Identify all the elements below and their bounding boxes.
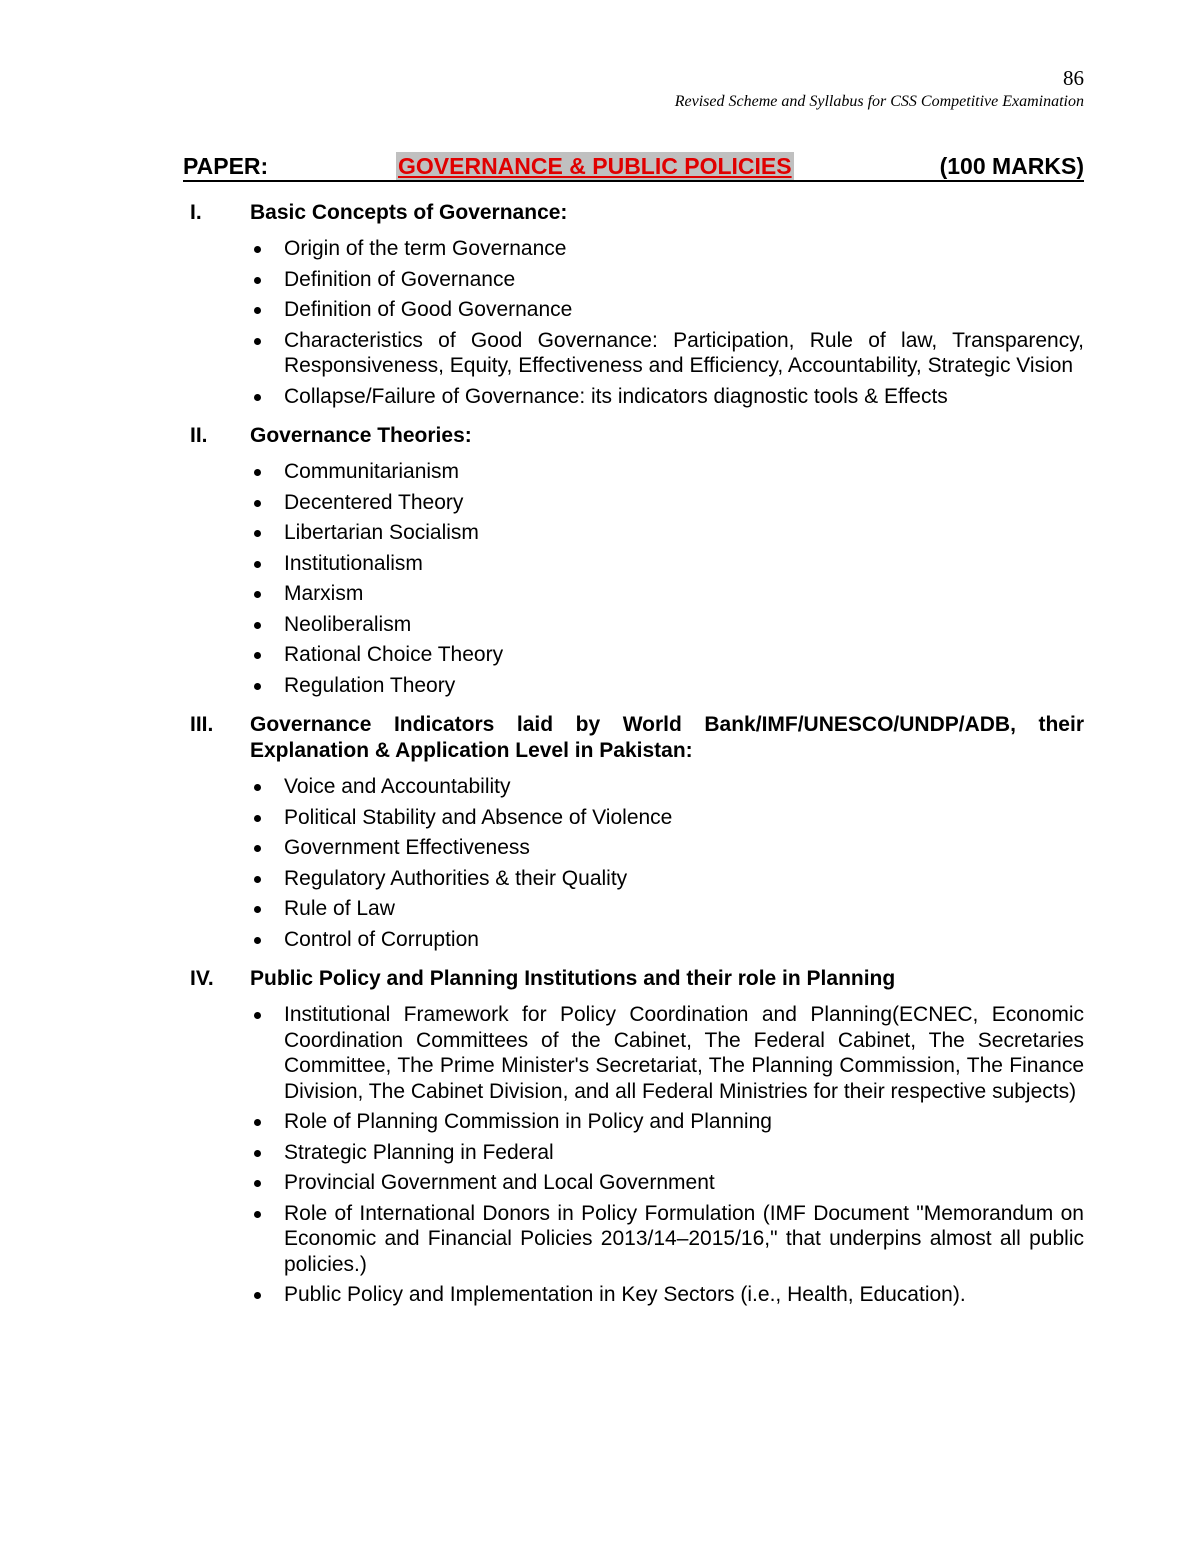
list-item (183, 490, 1084, 516)
paper-title-line (183, 150, 1084, 182)
list-item (183, 1170, 1084, 1196)
list-item (183, 835, 1084, 861)
bullet-icon (254, 683, 261, 690)
section-heading-text: Governance Indicators laid by World Bank/IMF/UNESCO/UNDP/ADB, their Explanation & Application Level in Pakistan: (250, 713, 1084, 762)
list-item-text: Communitarianism (284, 460, 460, 483)
list-item-text: Origin of the term Governance (284, 237, 567, 260)
bullet-icon (254, 1012, 261, 1019)
list-item (183, 1002, 1084, 1104)
bullet-icon (254, 652, 261, 659)
list-item (183, 1201, 1084, 1278)
list-item-text: Strategic Planning in Federal (284, 1140, 554, 1164)
section-number: II. (190, 424, 208, 447)
bullet-icon (254, 338, 261, 345)
section-number: IV. (190, 967, 214, 990)
syllabus-section (183, 966, 1084, 1308)
list-item (183, 520, 1084, 546)
page-number: 86 (1063, 66, 1084, 90)
list-item-text: Institutional Framework for Policy Coordination and Planning(ECNEC, Economic Coordination Committees of the Cabinet, The Federal Cabinet, The Secretaries Committee, The Prime Minister's Secretariat, The Planning Commission, The Finance Division, The Cabinet Division, and all Federal Ministries for their respective subjects) (284, 1003, 1084, 1103)
section-heading-text: Public Policy and Planning Institutions and their role in Planning (250, 967, 896, 990)
syllabus-section (183, 423, 1084, 698)
bullet-icon (254, 1119, 261, 1126)
list-item (183, 642, 1084, 668)
paper-label: PAPER: (183, 153, 269, 179)
section-number: III. (190, 713, 214, 736)
list-item-text: Rational Choice Theory (284, 643, 504, 666)
list-item (183, 267, 1084, 293)
list-item (183, 551, 1084, 577)
section-heading-text: Basic Concepts of Governance: (250, 201, 568, 224)
paper-marks: (100 MARKS) (939, 153, 1084, 179)
bullet-icon (254, 815, 261, 822)
running-header: Revised Scheme and Syllabus for CSS Competitive Examination (674, 93, 1084, 110)
list-item (183, 673, 1084, 699)
bullet-icon (254, 277, 261, 284)
list-item-text: Role of International Donors in Policy Formulation (IMF Document "Memorandum on Economic and Financial Policies 2013/14–2015/16," that underpins almost all public policies.) (284, 1201, 1084, 1276)
list-item-text: Control of Corruption (284, 927, 479, 951)
bullet-list (183, 1002, 1084, 1308)
bullet-icon (254, 845, 261, 852)
paper-title: GOVERNANCE & PUBLIC POLICIES (398, 153, 792, 179)
bullet-icon (254, 1180, 261, 1187)
list-item-text: Regulation Theory (284, 673, 456, 697)
list-item-text: Regulatory Authorities & their Quality (284, 866, 628, 890)
list-item-text: Rule of Law (284, 897, 395, 920)
bullet-icon (254, 937, 261, 944)
bullet-icon (254, 906, 261, 913)
section-heading (183, 200, 1084, 226)
syllabus-content (183, 200, 1084, 1322)
list-item-text: Decentered Theory (284, 490, 464, 514)
list-item (183, 774, 1084, 800)
syllabus-section (183, 200, 1084, 409)
list-item-text: Voice and Accountability (284, 775, 511, 798)
bullet-list (183, 774, 1084, 952)
bullet-list (183, 236, 1084, 409)
section-heading-text: Governance Theories: (250, 424, 472, 447)
bullet-icon (254, 307, 261, 314)
list-item (183, 805, 1084, 831)
list-item-text: Provincial Government and Local Government (284, 1171, 715, 1194)
list-item (183, 581, 1084, 607)
section-heading (183, 712, 1084, 764)
list-item (183, 896, 1084, 922)
list-item-text: Role of Planning Commission in Policy and Planning (284, 1110, 772, 1133)
list-item (183, 1282, 1084, 1308)
list-item-text: Public Policy and Implementation in Key Sectors (i.e., Health, Education). (284, 1283, 966, 1306)
section-heading (183, 966, 1084, 992)
bullet-icon (254, 1150, 261, 1157)
bullet-icon (254, 591, 261, 598)
bullet-icon (254, 1292, 261, 1299)
list-item (183, 612, 1084, 638)
bullet-icon (254, 530, 261, 537)
list-item-text: Libertarian Socialism (284, 521, 479, 544)
list-item-text: Definition of Good Governance (284, 298, 573, 321)
list-item-text: Political Stability and Absence of Violence (284, 805, 673, 829)
bullet-icon (254, 784, 261, 791)
bullet-icon (254, 876, 261, 883)
list-item (183, 1140, 1084, 1166)
bullet-icon (254, 561, 261, 568)
list-item (183, 328, 1084, 379)
list-item (183, 236, 1084, 262)
bullet-icon (254, 622, 261, 629)
bullet-icon (254, 1211, 261, 1218)
bullet-icon (254, 469, 261, 476)
list-item (183, 297, 1084, 323)
list-item (183, 1109, 1084, 1135)
list-item-text: Marxism (284, 582, 364, 605)
list-item (183, 459, 1084, 485)
list-item (183, 927, 1084, 953)
bullet-icon (254, 394, 261, 401)
list-item (183, 866, 1084, 892)
section-heading (183, 423, 1084, 449)
list-item-text: Characteristics of Good Governance: Participation, Rule of law, Transparency, Responsiveness, Equity, Effectiveness and Efficiency, Accountability, Strategic Vision (284, 328, 1084, 377)
list-item-text: Government Effectiveness (284, 836, 530, 859)
bullet-icon (254, 246, 261, 253)
syllabus-section (183, 712, 1084, 952)
list-item-text: Collapse/Failure of Governance: its indicators diagnostic tools & Effects (284, 384, 948, 408)
list-item-text: Institutionalism (284, 551, 423, 575)
list-item-text: Definition of Governance (284, 267, 516, 291)
bullet-list (183, 459, 1084, 698)
bullet-icon (254, 500, 261, 507)
list-item (183, 384, 1084, 410)
section-number: I. (190, 201, 202, 224)
list-item-text: Neoliberalism (284, 612, 412, 636)
